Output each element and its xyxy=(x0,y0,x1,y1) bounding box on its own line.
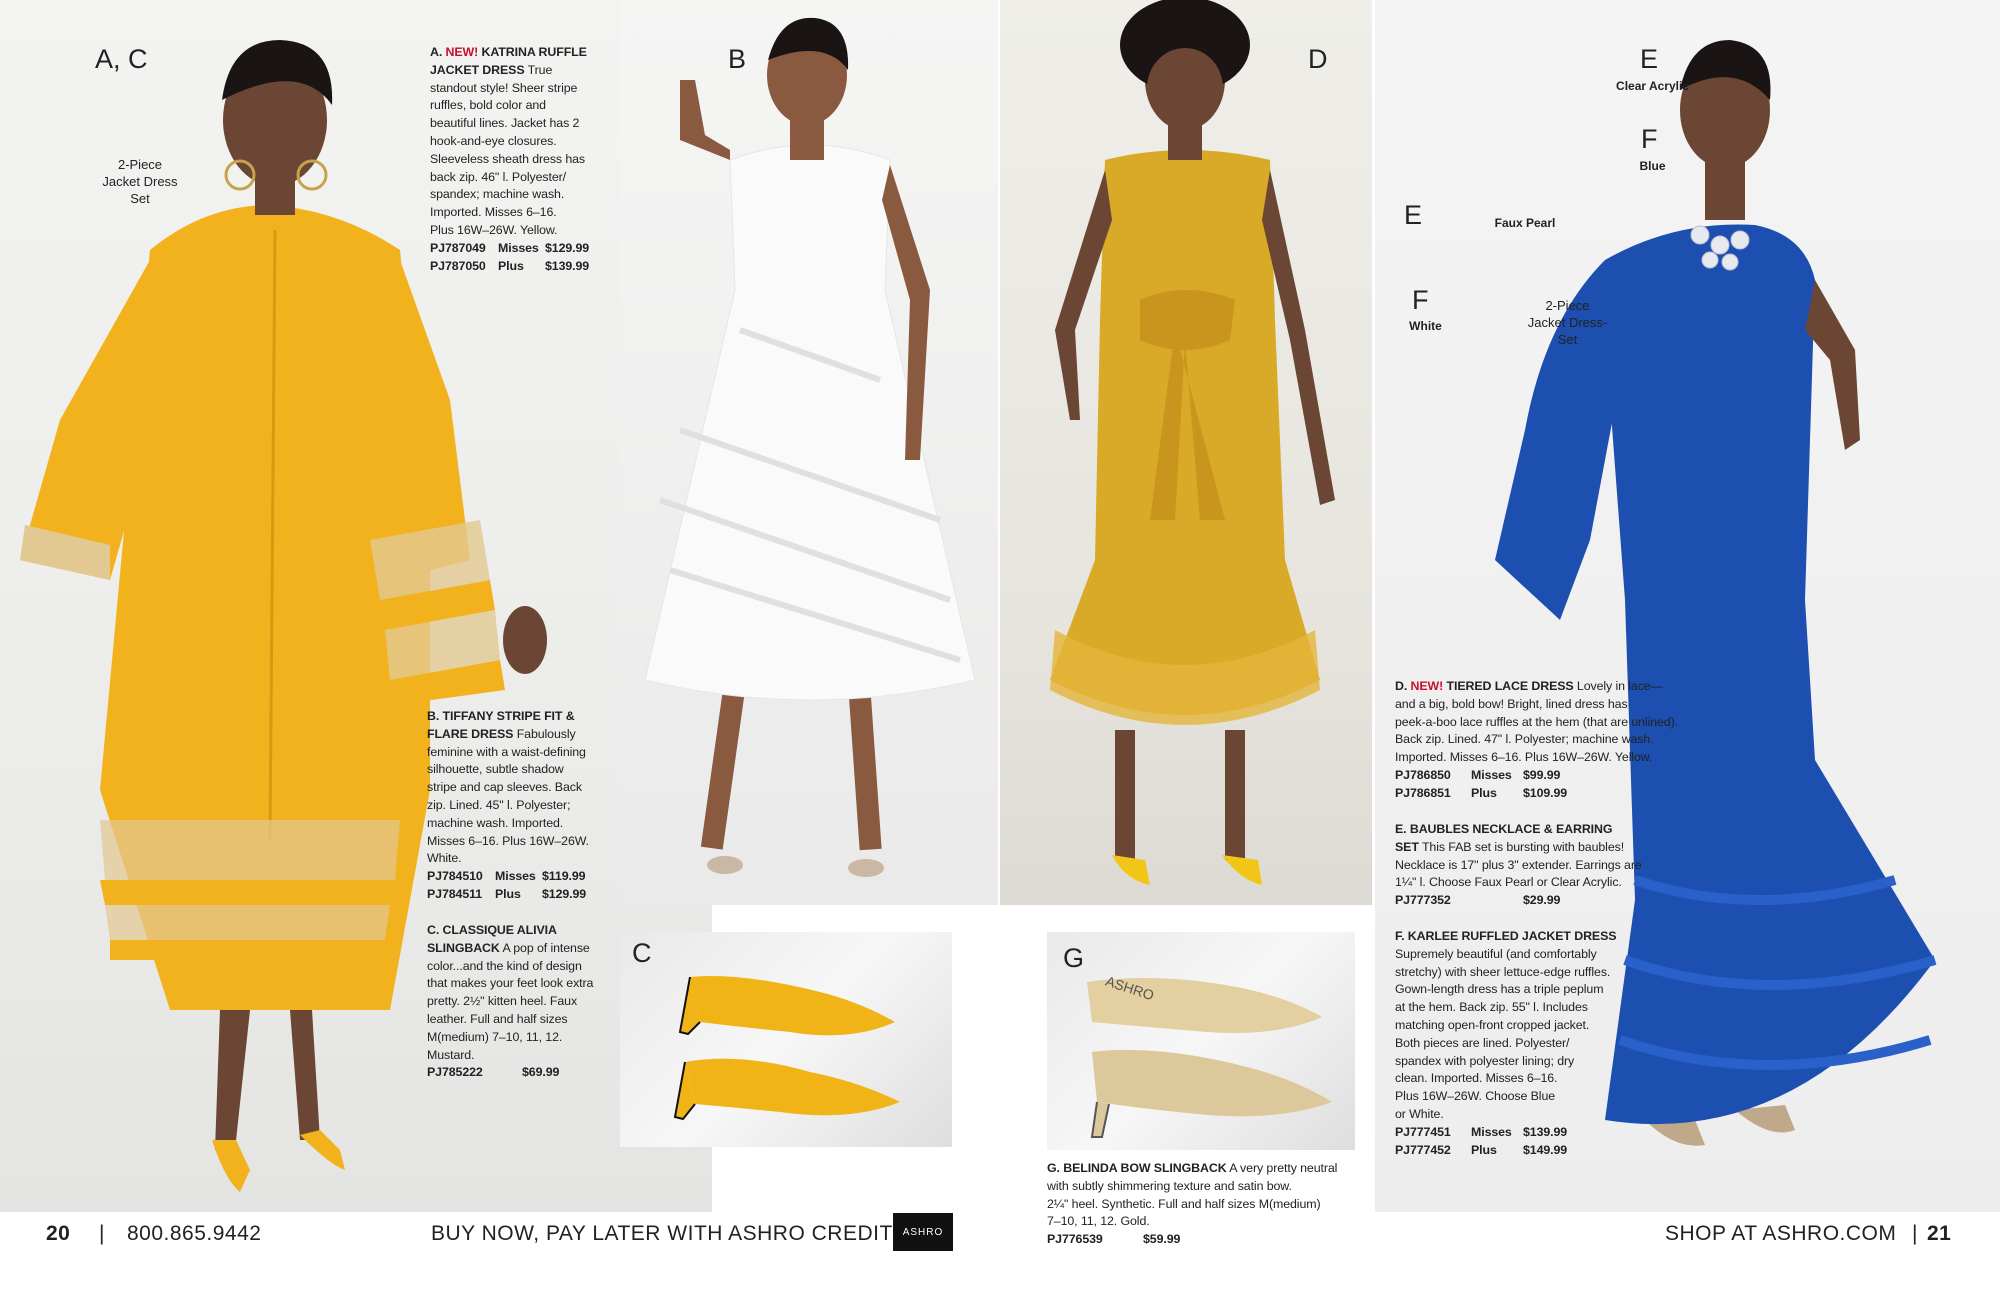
desc-line: back zip. 46" l. Polyester/ xyxy=(430,169,566,184)
sku-row xyxy=(1395,1124,1645,1142)
desc-line: at the hem. Back zip. 55" l. Includes xyxy=(1395,1000,1588,1015)
shoe-brand-label: ASHRO xyxy=(1103,972,1157,1004)
desc-line: Gown-length dress has a triple peplum xyxy=(1395,982,1604,997)
yellow-shoes-illustration xyxy=(620,932,952,1147)
desc-line: A pop of intense xyxy=(502,940,590,955)
sku-code: PJ785222 xyxy=(427,1065,483,1080)
sku-code: PJ787050 xyxy=(430,258,486,273)
sku-size: Plus xyxy=(498,258,524,273)
phone-number[interactable]: 800.865.9442 xyxy=(127,1222,262,1245)
sku-size: Plus xyxy=(495,886,521,901)
caption-line: 2-Piece xyxy=(117,157,163,172)
desc-line: Imported. Misses 6–16. xyxy=(430,205,557,220)
photo-white-stripe-dress xyxy=(620,0,998,905)
sku-row xyxy=(1395,785,1705,803)
footer-separator-right: | xyxy=(1912,1222,1918,1245)
label-g: G xyxy=(1063,943,1085,973)
sku-price: $119.99 xyxy=(542,869,586,884)
sku-price: $149.99 xyxy=(1523,1142,1568,1157)
sku-price: $29.99 xyxy=(1523,893,1561,908)
label-e-acrylic: E xyxy=(1640,44,1659,74)
sku-code: PJ787049 xyxy=(430,240,486,255)
gold-shoes-illustration xyxy=(1047,932,1355,1150)
desc-line: Both pieces are lined. Polyester/ xyxy=(1395,1035,1570,1050)
desc-line: Mustard. xyxy=(427,1047,475,1062)
caption-2piece-jacket-dress-set-f xyxy=(1510,297,1625,348)
new-badge: NEW! xyxy=(1410,679,1444,693)
product-a-title-2 xyxy=(430,62,610,80)
product-c-description xyxy=(427,922,617,1082)
desc-line: that makes your feet look extra xyxy=(427,976,594,991)
ashro-logo: ASHRO xyxy=(893,1213,953,1251)
sku-code: PJ776539 xyxy=(1047,1232,1103,1247)
product-name: KATRINA RUFFLE xyxy=(481,45,587,59)
label-f-blue: F xyxy=(1641,124,1658,154)
desc-line: spandex with polyester lining; dry xyxy=(1395,1053,1575,1068)
desc-line: spandex; machine wash. xyxy=(430,187,565,202)
desc-line: This FAB set is bursting with baubles! xyxy=(1421,839,1625,854)
desc-line: ruffles, bold color and xyxy=(430,98,546,113)
sku-price: $69.99 xyxy=(522,1065,560,1080)
sku-code: PJ786851 xyxy=(1395,785,1451,800)
sku-code: PJ777452 xyxy=(1395,1142,1451,1157)
credit-banner: BUY NOW, PAY LATER WITH ASHRO CREDIT xyxy=(431,1222,893,1245)
sku-price: $129.99 xyxy=(542,886,587,901)
caption-2piece-jacket-dress-set-a xyxy=(90,156,190,207)
sku-size: Misses xyxy=(1471,767,1512,782)
desc-line: leather. Full and half sizes xyxy=(427,1011,568,1026)
sku-price: $99.99 xyxy=(1523,767,1561,782)
desc-line: silhouette, subtle shadow xyxy=(427,762,564,777)
desc-line: matching open-front cropped jacket. xyxy=(1395,1017,1590,1032)
label-d: D xyxy=(1308,44,1328,74)
desc-line: color...and the kind of design xyxy=(427,958,582,973)
desc-line: Imported. Misses 6–16. Plus 16W–26W. Yellow. xyxy=(1395,750,1653,765)
desc-line: stretchy) with sheer lettuce-edge ruffles. xyxy=(1395,964,1611,979)
desc-line: Misses 6–16. Plus 16W–26W. xyxy=(427,833,589,848)
label-e-necklace: E xyxy=(1404,200,1423,230)
desc-line: A very pretty neutral xyxy=(1229,1161,1338,1175)
product-name: TIERED LACE DRESS xyxy=(1446,679,1574,693)
desc-line: True xyxy=(527,62,553,77)
caption-faux-pearl: Faux Pearl xyxy=(1494,216,1556,230)
sku-size: Plus xyxy=(1471,785,1497,800)
desc-line: Sleeveless sheath dress has xyxy=(430,151,586,166)
desc-line: beautiful lines. Jacket has 2 xyxy=(430,116,580,131)
caption-clear-acrylic: Clear Acrylic xyxy=(1616,79,1689,93)
product-name: SET xyxy=(1395,839,1419,854)
label-c: C xyxy=(632,938,652,968)
product-a-title: A. NEW! KATRINA RUFFLE xyxy=(430,45,587,59)
desc-line: machine wash. Imported. xyxy=(427,815,564,830)
sku-row xyxy=(1047,1231,1367,1249)
label-b: B xyxy=(728,44,747,74)
desc-line: 7–10, 11, 12. Gold. xyxy=(1047,1214,1150,1229)
new-badge: NEW! xyxy=(445,45,479,59)
desc-line: peek-a-boo lace ruffles at the hem (that are unlined). xyxy=(1395,714,1678,729)
photo-mustard-lace-dress xyxy=(1000,0,1372,905)
caption-line: Set xyxy=(130,191,150,206)
sku-code: PJ777451 xyxy=(1395,1124,1451,1139)
desc-line: Necklace is 17" plus 3" extender. Earrings are xyxy=(1395,857,1642,872)
desc-line: feminine with a waist-defining xyxy=(427,744,586,759)
sku-size: Misses xyxy=(1471,1124,1512,1139)
sku-row xyxy=(427,1064,617,1082)
sku-code: PJ784511 xyxy=(427,886,483,901)
desc-line: Lovely in lace— xyxy=(1576,679,1663,693)
photo-yellow-slingbacks xyxy=(620,932,952,1147)
desc-line: standout style! Sheer stripe xyxy=(430,80,578,95)
sku-code: PJ777352 xyxy=(1395,893,1451,908)
sku-size: Plus xyxy=(1471,1142,1497,1157)
desc-line: hook-and-eye closures. xyxy=(430,133,557,148)
sku-row xyxy=(427,886,617,904)
sku-price: $59.99 xyxy=(1143,1232,1181,1247)
product-a-description xyxy=(430,44,610,275)
product-b-description xyxy=(427,708,617,904)
desc-line: pretty. 2½" kitten heel. Faux xyxy=(427,994,578,1009)
caption-blue: Blue xyxy=(1639,159,1666,173)
sku-price: $129.99 xyxy=(545,240,590,255)
caption-line: Set xyxy=(1557,332,1578,347)
product-letter: D. xyxy=(1395,679,1408,693)
caption-white: White xyxy=(1409,319,1442,333)
white-dress-model-illustration xyxy=(620,0,998,905)
caption-line: Jacket Dress xyxy=(102,174,178,189)
desc-line: clean. Imported. Misses 6–16. xyxy=(1395,1071,1558,1086)
photo-gold-slingbacks xyxy=(1047,932,1355,1150)
caption-line: 2-Piece xyxy=(1545,298,1590,313)
product-g-description xyxy=(1047,1160,1367,1249)
shop-url[interactable]: SHOP AT ASHRO.COM xyxy=(1665,1222,1897,1245)
product-name: SLINGBACK xyxy=(427,940,500,955)
desc-line: Supremely beautiful (and comfortably xyxy=(1395,946,1597,961)
label-f-white: F xyxy=(1412,285,1429,315)
left-page-number: 20 xyxy=(46,1222,71,1245)
product-name: E. BAUBLES NECKLACE & EARRING xyxy=(1395,822,1613,836)
product-e-description xyxy=(1395,821,1695,910)
sku-code: PJ786850 xyxy=(1395,767,1451,782)
desc-line: and a big, bold bow! Bright, lined dress has xyxy=(1395,696,1628,711)
desc-line: 2¼" heel. Synthetic. Full and half sizes M(medium) xyxy=(1047,1196,1321,1211)
label-ac: A, C xyxy=(95,44,148,74)
sku-row xyxy=(430,258,610,276)
desc-line: stripe and cap sleeves. Back xyxy=(427,780,582,795)
sku-price: $109.99 xyxy=(1523,785,1568,800)
caption-line: Jacket Dress- xyxy=(1527,315,1608,330)
product-d-description xyxy=(1395,678,1705,803)
sku-row xyxy=(1395,767,1705,785)
desc-line: 1¼" l. Choose Faux Pearl or Clear Acrylic. xyxy=(1395,875,1622,890)
desc-line: White. xyxy=(427,851,462,866)
product-name: G. BELINDA BOW SLINGBACK xyxy=(1047,1161,1227,1175)
sku-code: PJ784510 xyxy=(427,869,483,884)
sku-row xyxy=(427,868,617,886)
desc-line: Fabulously xyxy=(516,726,576,741)
sku-size: Misses xyxy=(498,240,539,255)
desc-line: with subtly shimmering texture and satin bow. xyxy=(1047,1178,1292,1193)
desc-line: Back zip. Lined. 47" l. Polyester; machine wash. xyxy=(1395,732,1654,747)
desc-line: zip. Lined. 45" l. Polyester; xyxy=(427,797,571,812)
product-name: JACKET DRESS xyxy=(430,62,525,77)
lace-dress-model-illustration xyxy=(1000,0,1372,905)
desc-line: M(medium) 7–10, 11, 12. xyxy=(427,1029,563,1044)
product-name: C. CLASSIQUE ALIVIA xyxy=(427,923,557,937)
product-name: B. TIFFANY STRIPE FIT & xyxy=(427,709,575,723)
desc-line: Plus 16W–26W. Choose Blue xyxy=(1395,1089,1556,1104)
product-f-description xyxy=(1395,928,1645,1159)
footer-separator: | xyxy=(99,1222,105,1245)
desc-line: or White. xyxy=(1395,1106,1444,1121)
sku-row xyxy=(430,240,610,258)
sku-row xyxy=(1395,892,1695,910)
sku-price: $139.99 xyxy=(1523,1124,1568,1139)
sku-price: $139.99 xyxy=(545,258,590,273)
sku-row xyxy=(1395,1142,1645,1160)
product-name: F. KARLEE RUFFLED JACKET DRESS xyxy=(1395,929,1617,943)
desc-line: Plus 16W–26W. Yellow. xyxy=(430,222,558,237)
product-name: FLARE DRESS xyxy=(427,726,514,741)
sku-size: Misses xyxy=(495,869,536,884)
right-page-number: 21 xyxy=(1927,1222,1952,1245)
